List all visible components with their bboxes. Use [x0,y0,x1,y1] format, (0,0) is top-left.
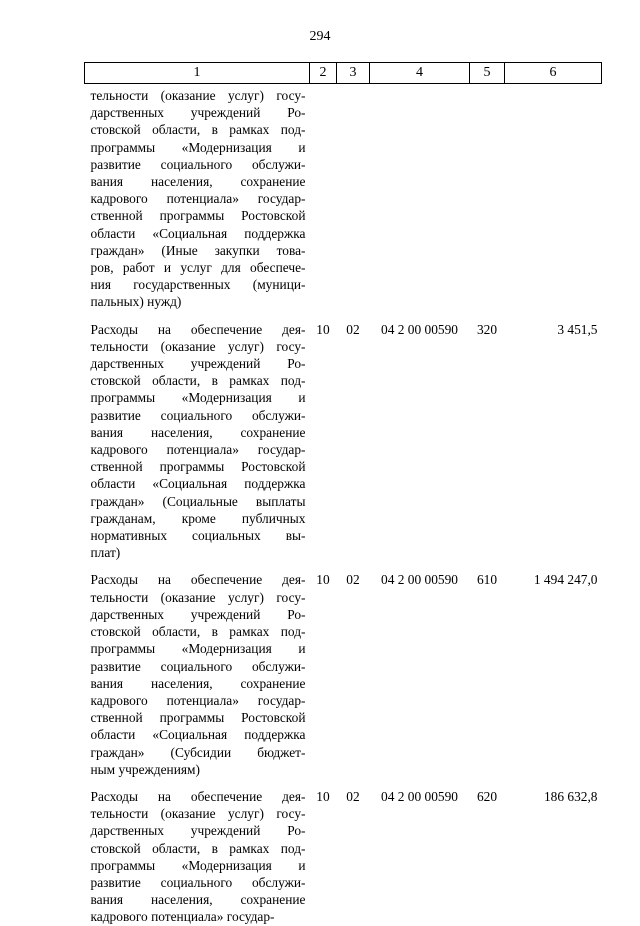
row-section-code: 10 [316,788,330,804]
row-expense-type-code [470,84,505,311]
description-line: ров, работ и услуг для обеспече- [90,260,306,276]
row-subsection-code: 02 [346,788,360,804]
row-expense-type-code: 620 [476,788,498,804]
description-line: нормативных социальных вы- [90,528,306,544]
description-line: Расходы на обеспечение дея- [90,788,306,804]
row-section-code [310,84,337,311]
description-line: граждан» (Субсидии бюджет- [90,744,306,760]
description-line: кадрового потенциала» государ- [90,442,306,458]
table-body [85,84,602,926]
description-line: кадрового потенциала» государ- [90,191,306,207]
description-line: тельности (оказание услуг) госу- [90,589,306,605]
description-line: стовской области, в рамках под- [90,624,306,640]
description-line: вания населения, сохранение [90,892,306,908]
row-expense-type-code: 320 [476,321,498,337]
table-row [85,561,602,777]
description-line: развитие социального обслужи- [90,407,306,423]
description-line: граждан» (Социальные выплаты [90,493,306,509]
description-line: Расходы на обеспечение дея- [90,321,306,337]
row-subsection-code [337,84,370,311]
header-col-2: 2 [310,63,337,84]
row-target-article-code: 04 2 00 00590 [381,572,458,588]
description-line: ственной программы Ростовской [90,459,306,475]
description-line: области «Социальная поддержка [90,476,306,492]
description-line: дарственных учреждений Ро- [90,606,306,622]
description-line: развитие социального обслужи- [90,658,306,674]
description-line: ния государственных (муници- [90,277,306,293]
row-subsection-code: 02 [346,321,360,337]
description-line: программы «Модернизация и [90,390,306,406]
description-line: программы «Модернизация и [90,139,306,155]
header-col-6: 6 [505,63,602,84]
description-line: кадрового потенциала» государ- [90,692,306,708]
header-col-5: 5 [470,63,505,84]
table-row [85,311,602,562]
description-line: граждан» (Иные закупки това- [90,242,306,258]
description-line: Расходы на обеспечение дея- [90,572,306,588]
description-line: плат) [90,545,121,561]
row-subsection-code: 02 [346,572,360,588]
row-target-article-code: 04 2 00 00590 [381,321,458,337]
budget-table [84,62,602,926]
row-description [85,84,310,311]
description-line: развитие социального обслужи- [90,156,306,172]
table-header-row [85,63,602,84]
description-line: развитие социального обслужи- [90,874,306,890]
description-line: стовской области, в рамках под- [90,840,306,856]
description-line: программы «Модернизация и [90,641,306,657]
header-col-4: 4 [370,63,470,84]
description-line: вания населения, сохранение [90,675,306,691]
description-line: тельности (оказание услуг) госу- [90,338,306,354]
row-amount: 1 494 247,0 [533,572,598,588]
description-line: вания населения, сохранение [90,424,306,440]
header-col-1: 1 [85,63,310,84]
description-line: кадрового потенциала» государ- [90,909,275,925]
description-line: тельности (оказание услуг) госу- [90,806,306,822]
description-line: области «Социальная поддержка [90,225,306,241]
description-line: дарственных учреждений Ро- [90,105,306,121]
description-line: пальных) нужд) [90,294,182,310]
description-line: вания населения, сохранение [90,174,306,190]
row-target-article-code: 04 2 00 00590 [381,788,458,804]
row-amount: 3 451,5 [557,321,598,337]
row-description [85,778,310,926]
row-expense-type-code: 610 [476,572,498,588]
description-line: области «Социальная поддержка [90,727,306,743]
row-target-article-code [370,84,470,311]
description-line: программы «Модернизация и [90,857,306,873]
description-line: ным учреждениям) [90,761,200,777]
description-line: стовской области, в рамках под- [90,373,306,389]
description-line: дарственных учреждений Ро- [90,823,306,839]
row-section-code: 10 [316,572,330,588]
description-line: тельности (оказание услуг) госу- [90,88,306,103]
row-section-code: 10 [316,321,330,337]
table-row [85,778,602,926]
row-description [85,561,310,777]
header-col-3: 3 [337,63,370,84]
description-line: ственной программы Ростовской [90,710,306,726]
table-row [85,84,602,311]
row-amount: 186 632,8 [543,788,598,804]
description-line: ственной программы Ростовской [90,208,306,224]
page-number: 294 [309,29,331,44]
description-line: дарственных учреждений Ро- [90,356,306,372]
description-line: гражданам, кроме публичных [90,510,306,526]
row-description [85,311,310,562]
row-amount [505,84,602,311]
description-line: стовской области, в рамках под- [90,122,306,138]
